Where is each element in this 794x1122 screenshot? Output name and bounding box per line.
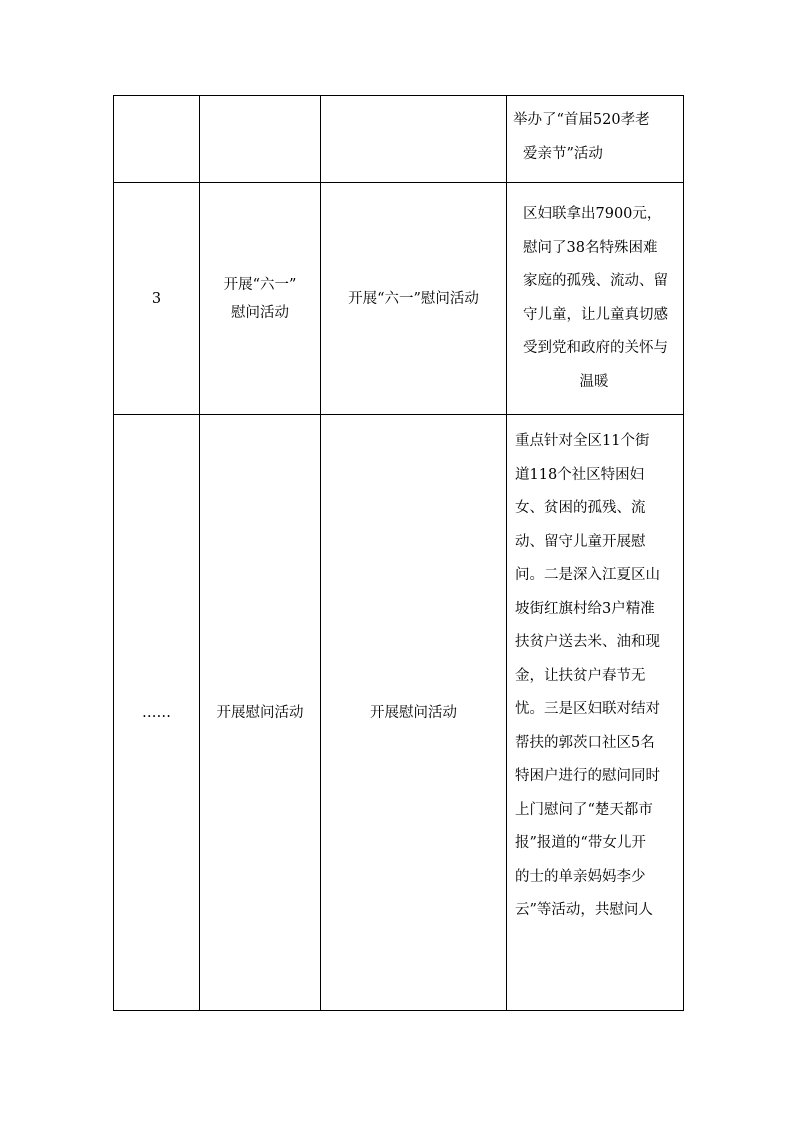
- activity-table: [113, 95, 684, 1011]
- table-row: [114, 415, 684, 1011]
- result-line: 问。二是深入江夏区山: [515, 567, 660, 583]
- activity-content-cell: 开展慰问活动: [321, 415, 507, 1011]
- activity-content-cell: 开展“六一”慰问活动: [321, 183, 507, 415]
- activity-name-cell: [200, 183, 321, 415]
- result-line: 慰问了38名特殊困难: [523, 239, 658, 256]
- table-row: [114, 96, 684, 183]
- result-line: 举办了“首届520孝老: [513, 112, 650, 128]
- result-line: 受到党和政府的关怀与: [523, 340, 668, 356]
- result-line: 动、留守儿童开展慰: [515, 533, 646, 550]
- result-line: 坡街红旗村给3户精准: [515, 600, 655, 617]
- activity-name-cell: [200, 415, 321, 1011]
- result-line: 女、贫困的孤残、流: [515, 500, 646, 516]
- result-line: 的士的单亲妈妈李少: [515, 868, 646, 885]
- activity-name-cell: [200, 96, 321, 183]
- activity-name-line: 慰问活动: [231, 304, 289, 321]
- result-line: 上门慰问了“楚天都市: [515, 801, 653, 818]
- result-line: 区妇联拿出7900元，: [523, 206, 662, 222]
- activity-name-line: 开展“六一”: [223, 276, 297, 293]
- result-line: 温暖: [579, 373, 609, 390]
- row-number-cell: ……: [114, 415, 200, 1011]
- row-number-cell: [114, 96, 200, 183]
- activity-result-cell: [507, 415, 684, 1011]
- row-number-cell: 3: [114, 183, 200, 415]
- result-line: 报”报道的“带女儿开: [515, 835, 646, 851]
- result-line: 金，让扶贫户春节无: [515, 667, 646, 684]
- result-line: 爱亲节”活动: [523, 145, 603, 162]
- activity-result-cell: [507, 183, 684, 415]
- result-line: 云”等活动，共慰问人: [515, 902, 653, 918]
- table-row: [114, 183, 684, 415]
- result-line: 特困户进行的慰问同时: [515, 768, 660, 784]
- result-line: 忧。三是区妇联对结对: [515, 701, 660, 717]
- result-line: 扶贫户送去米、油和现: [515, 634, 660, 650]
- result-line: 道118个社区特困妇: [515, 466, 645, 483]
- result-line: 帮扶的郭茨口社区5名: [515, 734, 655, 751]
- activity-result-cell: [507, 96, 684, 183]
- activity-name-line: 开展慰问活动: [216, 704, 304, 721]
- activity-content-cell: [321, 96, 507, 183]
- result-line: 家庭的孤残、流动、留: [523, 273, 668, 289]
- result-line: 重点针对全区11个街: [515, 433, 650, 449]
- result-line: 守儿童，让儿童真切感: [523, 306, 668, 323]
